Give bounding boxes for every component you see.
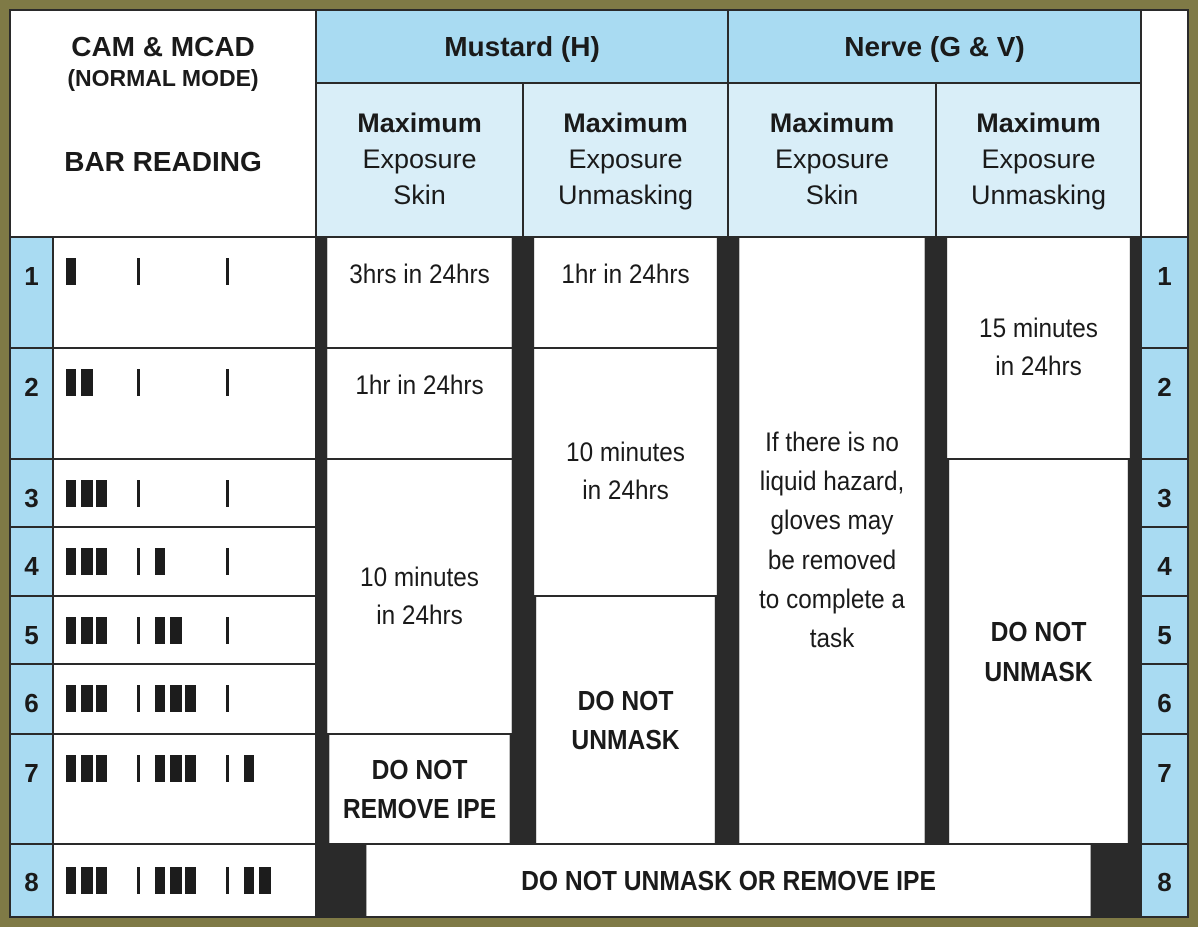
bar-segment [96, 480, 107, 507]
bar-reading-cell [54, 597, 315, 663]
row-number-left: 6 [11, 665, 52, 733]
nerve-header: Nerve (G & V) [729, 11, 1140, 82]
bar-segment [155, 755, 165, 782]
bar-separator [226, 755, 229, 782]
bar-separator [226, 258, 229, 285]
bar-segment [185, 867, 196, 894]
bar-segment [155, 548, 165, 575]
row-number-left: 2 [11, 349, 52, 458]
bar-segment [155, 617, 165, 644]
row-number-right: 1 [1142, 238, 1187, 347]
bar-segment [96, 548, 107, 575]
nerve-unmasking-header: Maximum Exposure Unmasking [937, 84, 1140, 236]
bar-indicator [54, 867, 315, 894]
bar-segment [244, 755, 254, 782]
bar-segment [96, 755, 107, 782]
nerve-unmask-r1-2: 15 minutes in 24hrs [947, 238, 1130, 458]
bar-segment [170, 867, 182, 894]
bar-separator [137, 480, 140, 507]
bar-separator [226, 480, 229, 507]
mustard-header: Mustard (H) [317, 11, 727, 82]
device-title: CAM & MCAD [71, 31, 255, 62]
mustard-skin-r3-6: 10 minutes in 24hrs [327, 460, 512, 733]
bar-indicator [54, 755, 315, 782]
bar-segment [81, 685, 93, 712]
row-number-left: 3 [11, 460, 52, 526]
row-number-left: 5 [11, 597, 52, 663]
bar-separator [137, 755, 140, 782]
exposure-table [9, 9, 1189, 918]
mustard-unmask-r5-7: DO NOT UNMASK [536, 597, 715, 843]
bar-indicator [54, 369, 315, 396]
bar-indicator [54, 258, 315, 285]
bar-segment [66, 867, 76, 894]
bar-segment [66, 548, 76, 575]
row-number-right: 6 [1142, 665, 1187, 733]
bar-segment [96, 867, 107, 894]
row-number-right: 3 [1142, 460, 1187, 526]
mustard-unmasking-header: Maximum Exposure Unmasking [524, 84, 727, 236]
bar-segment [81, 480, 93, 507]
bar-separator [137, 685, 140, 712]
row-number-right: 5 [1142, 597, 1187, 663]
bar-segment [170, 617, 182, 644]
bar-reading-cell [54, 238, 315, 347]
bar-separator [226, 617, 229, 644]
bar-separator [137, 548, 140, 575]
bar-reading-cell [54, 460, 315, 526]
bar-segment [66, 685, 76, 712]
bar-separator [226, 867, 229, 894]
row-number-right: 8 [1142, 845, 1187, 916]
bar-segment [170, 685, 182, 712]
mustard-unmask-r2-4: 10 minutes in 24hrs [534, 349, 717, 595]
mustard-skin-header: Maximum Exposure Skin [317, 84, 522, 236]
bar-segment [185, 755, 196, 782]
header-right-spacer [1142, 11, 1187, 236]
row8-warning: DO NOT UNMASK OR REMOVE IPE [366, 845, 1090, 916]
row-number-left: 1 [11, 238, 52, 347]
bar-segment [244, 867, 254, 894]
bar-segment [81, 755, 93, 782]
bar-segment [259, 867, 271, 894]
bar-segment [66, 258, 76, 285]
bar-separator [137, 258, 140, 285]
bar-separator [226, 369, 229, 396]
bar-segment [170, 755, 182, 782]
bar-indicator [54, 480, 315, 507]
bar-separator [226, 548, 229, 575]
bar-segment [155, 685, 165, 712]
row-number-left: 7 [11, 735, 52, 843]
bar-reading-cell [54, 528, 315, 595]
row-number-right: 7 [1142, 735, 1187, 843]
nerve-skin-header: Maximum Exposure Skin [729, 84, 935, 236]
mustard-skin-r1: 3hrs in 24hrs [327, 238, 512, 347]
bar-reading-label: BAR READING [64, 146, 262, 177]
bar-segment [66, 755, 76, 782]
bar-segment [155, 867, 165, 894]
bar-reading-cell [54, 735, 315, 843]
nerve-skin-r1-7: If there is no liquid hazard, gloves may be removed to complete a task [739, 238, 924, 843]
row-number-right: 4 [1142, 528, 1187, 595]
mustard-unmask-r1: 1hr in 24hrs [534, 238, 717, 347]
bar-indicator [54, 685, 315, 712]
bar-segment [96, 685, 107, 712]
row-number-left: 8 [11, 845, 52, 916]
bar-segment [81, 617, 93, 644]
bar-segment [81, 369, 93, 396]
bar-reading-cell [54, 845, 315, 916]
mustard-skin-r7: DO NOT REMOVE IPE [329, 735, 509, 843]
bar-separator [226, 685, 229, 712]
device-header [11, 11, 315, 236]
bar-segment [81, 548, 93, 575]
row-number-right: 2 [1142, 349, 1187, 458]
bar-separator [137, 617, 140, 644]
bar-separator [137, 369, 140, 396]
bar-segment [66, 480, 76, 507]
bar-segment [81, 867, 93, 894]
bar-segment [66, 369, 76, 396]
bar-reading-cell [54, 349, 315, 458]
bar-indicator [54, 617, 315, 644]
bar-separator [137, 867, 140, 894]
device-mode: (NORMAL MODE) [67, 65, 259, 91]
bar-indicator [54, 548, 315, 575]
nerve-unmask-r3-7: DO NOT UNMASK [949, 460, 1128, 843]
bar-reading-cell [54, 665, 315, 733]
mustard-skin-r2: 1hr in 24hrs [327, 349, 512, 458]
row-number-left: 4 [11, 528, 52, 595]
bar-segment [66, 617, 76, 644]
bar-segment [185, 685, 196, 712]
bar-segment [96, 617, 107, 644]
